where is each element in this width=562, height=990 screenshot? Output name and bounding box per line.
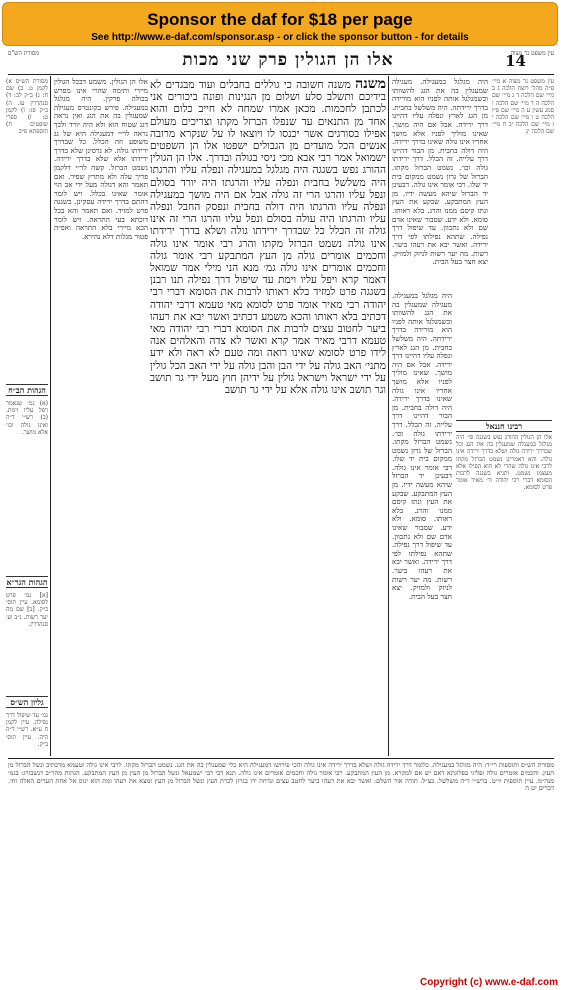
- mishnah-opening-word: משנה: [355, 78, 386, 92]
- header-rule: [8, 74, 554, 75]
- gilyon-hashas-heading: גליון הש״ס: [6, 696, 48, 708]
- sponsor-link[interactable]: See http://www.e-daf.com/sponsor.asp - or click the sponsor button - for details: [91, 32, 469, 43]
- gemara-discussion: גמ׳ מנא הני מילי אמר שמואל דאמר קרא ויפל עליו וימת עד שיפול דרך נפילה תנו רבנן בשגגה פרט למזיד בלא ראותו לרבות את הסומא דברי רבי יהודה רבי מאיר אומר פרט לסומא מאי טעמא דרבי יהודה דכתיב בלא ראותו והכא משמע דכתיב ואשר יבא את רעהו ביער לחטוב עצים לרבות את הסומא דברי רבי יהודה מאי טעמא דרבי מאיר אמר קרא ואשר לא צדה והאלהים אנה לידו פרט לסומא שאינו רואה ומה טעם לא ראה ולא ידע: [150, 262, 386, 360]
- header-right-note: עין משפט נר מצוה: [510, 50, 554, 57]
- rashi-column-top: היה מגלגל במעגילה. מעגילה שמעגלין בה את הגג להשוותו וכשמגלגל אותה לפניו הוא מורידה בדרך ירידתה. היה משלשל בחבית. מן הגג לארץ ונפלה עליו דהיינו דרך ירידה. אבל אם היה מושך. שאינו מוליך לפניו אלא מושך אחריו אינו גולה שאינו בדרך ירידה. היה דולה בחבית. מן הבור דהיינו דרך עלייה. זה הכלל. דרך ירידתו גולה וכו׳. נשמט הברזל מקתו. הברזל של גרזן נשמט ממקום בית יד שלו. רבי אומר אינו גולה. דבעינן יד הברזל שיהא מעשה ידיו. מן העץ המתבקע. שבקע את העץ ונתז קיסם ממנו והרג. בלא ראותו. סומא. ולא ידע. שסבור שאינו אדם שם ולא נתכוון. עד שיפול דרך נפילה. שתהא נפילתו לפי דרך ירידה. ואשר יבא את רעהו ביער. רשות. מה יער רשות לניזק ולמזיק. יצא חצר בעל הבית.: [392, 78, 488, 267]
- ein-mishpat-margin: עין משפט נר מצוה א מיי׳ פ״ה מהל׳ רוצח הלכה ג ב מיי׳ שם הלכה ד ג מיי׳ שם הלכה ה ד מיי׳ שם הלכה ו סמג עשין ע ה מיי׳ שם פ״ו הלכה ט ו מיי׳ שם הלכה י ז מיי׳ שם הלכה יב ח מיי׳ שם הלכה יג: [492, 78, 554, 136]
- hagahot-gra-heading: הגהות הגר״א: [6, 577, 48, 587]
- gemara-mishnah: משנה חשובה כי גוללים בחבלים ועוד מבגדים לא בידיכם ותשלב סלע ושלום מן הנגינות ופונה ביכורים אני לכתבן לחכמות. מכאן אמרו שמחה לא חייב כלום והוא אחד מן התנאים עד שנפלו הברזל מקתו וצריכים מעולם אפילו בסורגים אשר יכנסו לו ויוצאו לו על שנקרא מרובה אנשים הכל מועדים מן הגבולים ישפטו אלו הן השפטים ישמואל אמר רבי אבא מכי ניסי בגולה ובדרך. אלו הן הגולין ההורג נפש בשגגה היה מגלגל במעגילה ונפלה עליו והרגתו היה משלשל בחבית ונפלה עליו והרגתו היה יורד בסולם ונפל עליו והרגו הרי זה גולה אבל אם היה מושך במעגילה ונפלה עליו והרגתו היה דולה בחבית ונפסק החבל ונפלה עליו והרגתו היה עולה בסולם ונפל עליו והרגו הרי זה אינו גולה זה הכלל כל שבדרך ירידתו גולה ושלא בדרך ירידתו אינו גולה נשמט הברזל מקתו והרג רבי אומר אינו גולה וחכמים אומרים גולה מן העץ המתבקע רבי אומר גולה וחכמים אומרים אינו גולה: [150, 79, 386, 275]
- copyright-link[interactable]: Copyright (c) www.e-daf.com: [420, 977, 558, 988]
- gilyon-hashas-text: גמ׳ עד שיפול דרך נפילה. עיין לקמן ח ע״א. רש״י ד״ה היה. עיין תוס׳ ב״ק.: [6, 712, 48, 748]
- gemara-closing-mishnah: מתני׳ האב גולה על ידי הבן והבן גולה על ידי האב הכל גולין על ידי ישראל וישראל גולין על ידיהן חוץ מעל ידי גר תושב וגר תושב אינו גולה אלא על ידי גר תושב: [150, 359, 386, 397]
- gemara-text: [150, 78, 386, 754]
- page-header: [8, 50, 554, 74]
- footer-rule: [8, 758, 554, 759]
- sponsor-title[interactable]: Sponsor the daf for $18 per page: [147, 10, 413, 29]
- column-divider-left: [50, 76, 51, 756]
- hagahot-bach-text: (א) גמ׳ שנאמר ויפל עליו וימת. (ב) רש״י ד״ה ואינו גולה וכו׳ אלא מושך.: [6, 400, 48, 436]
- page-title: אלו הן הגולין פרק שני מכות: [182, 50, 394, 70]
- hagahot-bach-heading: הגהות הב״ח: [6, 384, 48, 396]
- tosafot-column: אלו הן הגולין. משמע דבכל הגולין מיירי ותימה שהרי אינו מפרש בכולה פרקין. היה מגלגל במעגילה. פירש בקונטרס מעגילה שמעגלין בה את הגג ואין נראה דגג שטוח הוא ולא היה יורד ולכך נראה לר״י דמעגילה היא של גג משופע וזה הכלל. כל שבדרך ירידתו גולה. לא גרסינן שלא בדרך ירידתו אלא שלא בדרך ירידה. נשמט הברזל. קשה לר״י דלקמן פריך עלה ולא מתרץ שפיר. ואם תאמר והא דגולה מעל ידי אב הוי אומר שאינו בכלל. ויש לומר דהתם בדרך ירידה עסקינן. בשגגה פרט למזיד. ואם תאמר והא בכל דוכתא בעי התראה. ויש לומר הכא מיירי בלא התראה ואפ״ה פטור מגלות דלא נהירא.: [54, 78, 148, 241]
- rabbeinu-chananel-heading: רבינו חננאל: [456, 420, 552, 432]
- rashi-column-lower: היה מגלגל במעגילה. מעגילה שמעגלין בה את הגג להשוותו וכשמגלגל אותה לפניו הוא מורידה בדרך ירידתה. היה משלשל בחבית. מן הגג לארץ ונפלה עליו דהיינו דרך ירידה. אבל אם היה מושך. שאינו מוליך לפניו אלא מושך אחריו אינו גולה שאינו בדרך ירידה. היה דולה בחבית. מן הבור דהיינו דרך עלייה. זה הכלל. דרך ירידתו גולה וכו׳. נשמט הברזל מקתו. הברזל של גרזן נשמט ממקום בית יד שלו. רבי אומר אינו גולה. דבעינן יד הברזל שיהא מעשה ידיו. מן העץ המתבקע. שבקע את העץ ונתז קיסם ממנו והרג. בלא ראותו. סומא. ולא ידע. שסבור שאינו אדם שם ולא נתכוון. עד שיפול דרך נפילה. שתהא נפילתו לפי דרך ירידה. ואשר יבא את רעהו ביער. רשות. מה יער רשות לניזק ולמזיק. יצא חצר בעל הבית.: [392, 292, 452, 601]
- sponsor-banner[interactable]: [2, 2, 558, 46]
- rabbeinu-chananel-text: אלו הן הגולין ההורג נפש בשגגה פי׳ היה מגלגל במעגלה שמעגלין בה את הגג וכל שבדרך ירידה גולה ושלא בדרך ירידה אינו גולה. והא דאמרינן נשמט הברזל מקתו לרבי אינו גולה שהרי לא הוא הפילו אלא מעצמו נשמט. ותניא בשגגה לרבות הסומא דברי רבי יהודה ור׳ מאיר אומר פרט לסומא.: [456, 434, 552, 492]
- page-number: 14: [505, 52, 526, 70]
- footer-notes: מסורת הש״ס ותוספות רי״ד: היה מגלגל במעגילה. כלומר דרך ירידה גולה ושלא בדרך ירידה אינו גולה והכי פירושו דמעגילה היא כלי שמעגלין בה את הגג. נשמט הברזל מקתו. לרבי אינו גולה וטעמא מדכתיב ונשל הברזל מן העץ. וחכמים אומרים גולה ופליגי בפלוגתא דאם יש אם למקרא. מן העץ המתבקע. רבי אומר גולה וחכמים אומרים אינו גולה. תנא דבי רבי ישמעאל ונשל הברזל מן העץ מן העץ המתבקע. הגהות מהר״ב רנשבורג: בגמ׳ מנה״מ. עיין תוספות יו״ט. ברש״י ד״ה משלשל. כצ״ל. תורה אור השלם: ואשר יבא את רעהו ביער לחטב עצים ונדחה ידו בגרזן לכרת העץ ונשל הברזל מן העץ ומצא את רעהו ומת הוא ינוס אל אחת הערים האלה וחי. דברים יט ה: [8, 762, 554, 793]
- column-divider-right: [388, 76, 389, 756]
- mesoret-hashas-margin: מסורת הש״ס א) לקמן ט. ב) שם ח: ג) ב״ק לב: ד) סנהדרין עז. ה) ב״ק פז: ו) לקמן ט: ז) ספרי שופטים ח) תוספתא פ״ב: [6, 78, 48, 136]
- hagahot-gra-text: [א] גמ׳ פרט לסומא. עיין תוס׳ ב״ק. [ב] שם מה יער רשות. נ״ב וע׳ סנהדרין.: [6, 592, 48, 628]
- header-left-note: מסורת הש"ס: [8, 50, 39, 57]
